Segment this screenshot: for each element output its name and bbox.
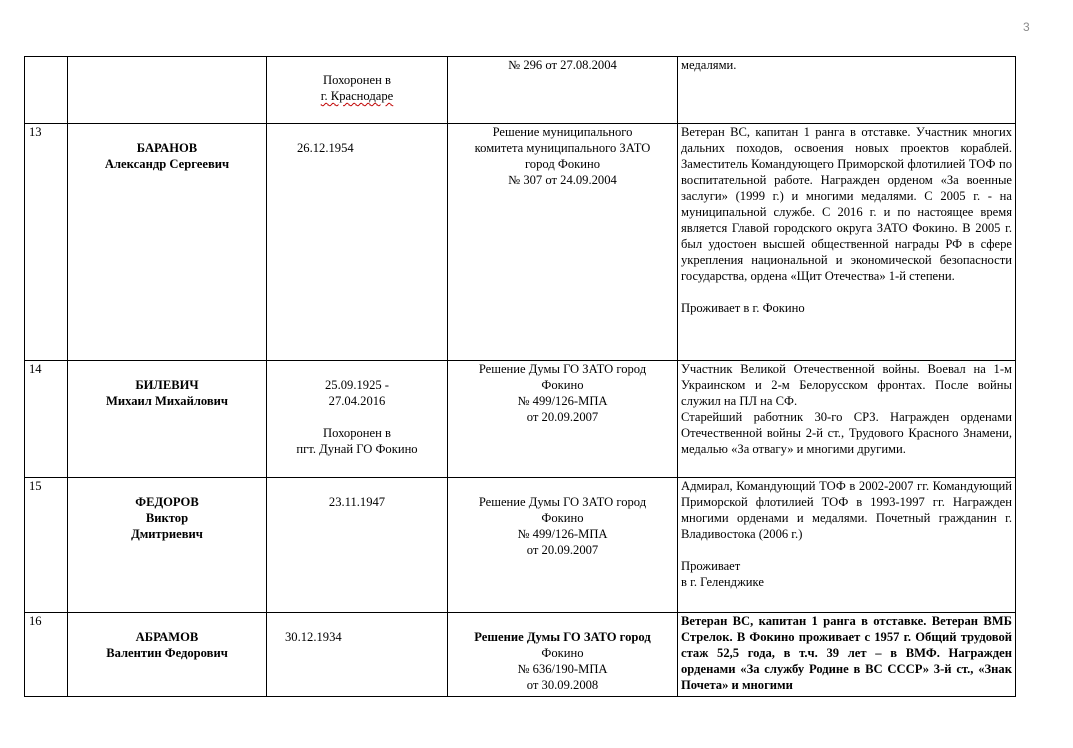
given-name: Виктор — [145, 511, 189, 525]
dates-cell — [267, 478, 448, 613]
decision-line: Фокино — [541, 378, 584, 392]
biography-text: Участник Великой Отечественной войны. Воевал на 1-м Украинском и 2-м Белорусском фронтах. После войны служил на ПЛ на СФ. — [681, 362, 1012, 408]
person-name — [68, 478, 267, 613]
given-names: Александр Сергеевич — [104, 157, 230, 171]
biography-text: Ветеран ВС, капитан 1 ранга в отставке. Участник многих дальних походов, освоения новых проектов кораблей. Заместитель Командующего Приморской флотилией ТОФ по воспитательной работе. Награжден орденом «За военные заслуги» (1999 г.) и многими медалями. С 2005 г. - на муниципальной службе. С 2016 г. и по настоящее время является Главой городского округа ЗАТО Фокино. В 2005 г. был удостоен высшей общественной награды РФ в сфере укрепления национальной и экономической безопасности государства, ордена «Щит Отечества» 1-й степени. — [681, 125, 1012, 283]
residence-label: Проживает — [681, 559, 741, 573]
decision-cell — [448, 613, 678, 697]
surname: ФЕДОРОВ — [135, 495, 199, 509]
honorary-citizens-table — [24, 56, 1016, 697]
burial-label: Похоронен в — [323, 426, 391, 440]
decision-line: от 20.09.2007 — [526, 543, 599, 557]
decision-line: № 307 от 24.09.2004 — [508, 173, 617, 187]
decision-line: комитета муниципального ЗАТО — [474, 141, 651, 155]
decision-cell — [448, 124, 678, 361]
row-number: 14 — [25, 361, 68, 478]
birth-date: 23.11.1947 — [328, 495, 386, 509]
table-row — [25, 57, 1016, 124]
decision-line: Фокино — [541, 646, 584, 660]
birth-date: 25.09.1925 - — [324, 378, 389, 392]
description-cell — [678, 361, 1016, 478]
decision-line: Решение Думы ГО ЗАТО город — [474, 630, 651, 644]
row-number: 16 — [25, 613, 68, 697]
row-number — [25, 57, 68, 124]
decision-line: № 636/190-МПА — [517, 662, 608, 676]
burial-label: Похоронен в — [323, 73, 391, 87]
table-row — [25, 478, 1016, 613]
description-cell — [678, 124, 1016, 361]
person-name — [68, 124, 267, 361]
person-name — [68, 57, 267, 124]
description-cell: Ветеран ВС, капитан 1 ранга в отставке. Ветеран ВМБ Стрелок. В Фокино проживает с 1957 г. Общий трудовой стаж 52,5 года, в т.ч. 39 лет – в ВМФ. Награжден орденами «За службу Родине в ВС СССР» 3-й ст., «Знак Почета» и многими — [678, 613, 1016, 697]
surname: БАРАНОВ — [136, 141, 198, 155]
person-name — [68, 613, 267, 697]
given-names: Михаил Михайлович — [105, 394, 229, 408]
description-cell: медалями. — [678, 57, 1016, 124]
decision-line: Фокино — [541, 511, 584, 525]
page-number: 3 — [1023, 20, 1030, 34]
table-row — [25, 613, 1016, 697]
birth-date: 30.12.1934 — [285, 630, 342, 644]
decision-line: № 499/126-МПА — [517, 394, 608, 408]
residence-text: Проживает в г. Фокино — [681, 301, 805, 315]
death-date: 27.04.2016 — [328, 394, 386, 408]
person-name — [68, 361, 267, 478]
decision-line: № 499/126-МПА — [517, 527, 608, 541]
decision-line: Решение Думы ГО ЗАТО город — [478, 495, 647, 509]
residence-place: в г. Геленджике — [681, 575, 764, 589]
surname: АБРАМОВ — [135, 630, 199, 644]
burial-place: пгт. Дунай ГО Фокино — [296, 442, 418, 456]
decision-line: от 30.09.2008 — [526, 678, 599, 692]
decision-number: № 296 от 27.08.2004 — [508, 58, 617, 72]
decision-cell — [448, 361, 678, 478]
decision-line: от 20.09.2007 — [526, 410, 599, 424]
biography-text: Адмирал, Командующий ТОФ в 2002-2007 гг. Командующий Приморской флотилией ТОФ в 1993-1997 гг. Награжден многими орденами и медалями. Почетный гражданин г. Владивостока (2006 г.) — [681, 479, 1012, 541]
decision-line: Решение Думы ГО ЗАТО город — [478, 362, 647, 376]
row-number: 13 — [25, 124, 68, 361]
decision-cell — [448, 57, 678, 124]
table-row — [25, 361, 1016, 478]
row-number: 15 — [25, 478, 68, 613]
description-cell — [678, 478, 1016, 613]
surname: БИЛЕВИЧ — [135, 378, 199, 392]
dates-cell — [267, 124, 448, 361]
decision-cell — [448, 478, 678, 613]
dates-cell — [267, 57, 448, 124]
decision-line: Решение муниципального — [492, 125, 633, 139]
given-names: Валентин Федорович — [106, 646, 228, 660]
biography-text: Старейший работник 30-го СРЗ. Награжден орденами Отечественной войны 2-й ст., Трудового Красного Знамени, медалью «За отвагу» и многими другими. — [681, 410, 1012, 456]
dates-cell — [267, 613, 448, 697]
patronymic: Дмитриевич — [131, 527, 203, 541]
burial-place: г. Краснодаре — [320, 89, 394, 103]
dates-cell — [267, 361, 448, 478]
table-row — [25, 124, 1016, 361]
decision-line: город Фокино — [524, 157, 601, 171]
birth-date: 26.12.1954 — [297, 141, 354, 155]
